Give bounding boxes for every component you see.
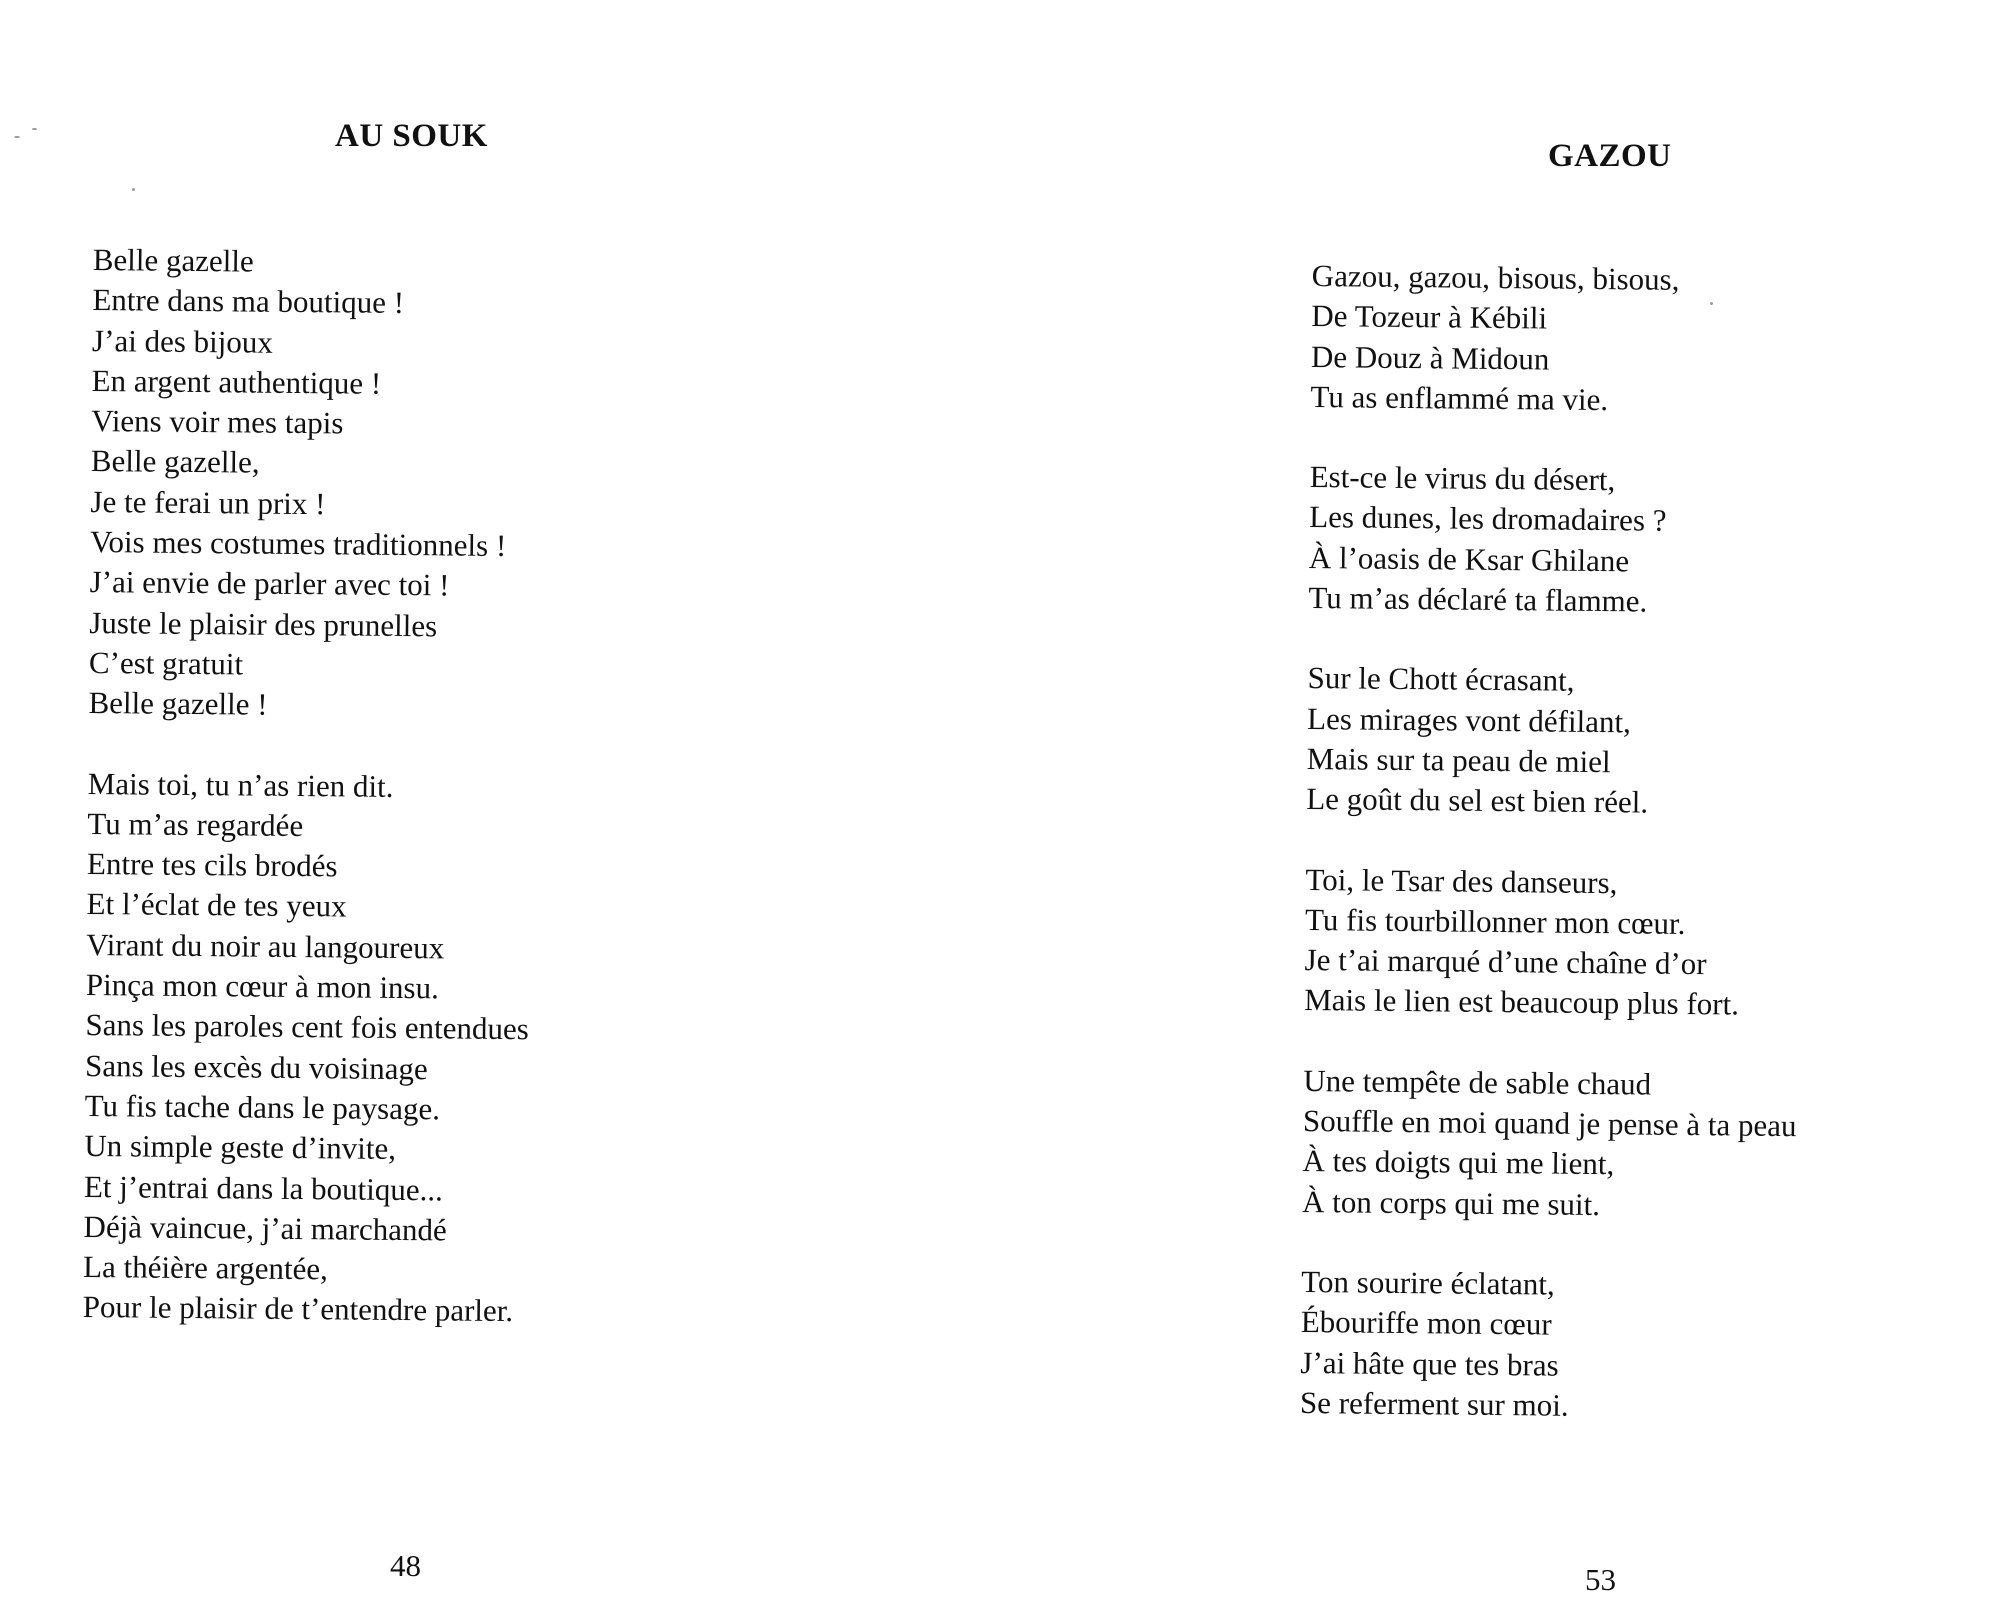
stanza bbox=[83, 764, 532, 1332]
verse: Je t’ai marqué d’une chaîne d’or bbox=[1304, 942, 1707, 982]
page-number-left: 48 bbox=[390, 1548, 421, 1583]
verse: Ton sourire éclatant, bbox=[1301, 1263, 1555, 1302]
verse: Est-ce le virus du désert, bbox=[1309, 459, 1616, 498]
verse: Mais le lien est beaucoup plus fort. bbox=[1304, 982, 1740, 1022]
verse: Pour le plaisir de t’entendre parler. bbox=[82, 1289, 514, 1329]
scan-speck bbox=[32, 128, 37, 130]
right-page bbox=[1000, 0, 2000, 1595]
verse: Gazou, gazou, bisous, bisous, bbox=[1311, 257, 1680, 297]
verse: Entre tes cils brodés bbox=[86, 846, 338, 884]
verse: Virant du noir au langoureux bbox=[86, 926, 445, 966]
verse: À l’oasis de Ksar Ghilane bbox=[1308, 539, 1630, 579]
verse: Déjà vaincue, j’ai marchandé bbox=[83, 1208, 447, 1248]
poem-gazou bbox=[1300, 256, 1806, 1428]
verse: C’est gratuit bbox=[88, 644, 244, 682]
stanza bbox=[1306, 658, 1801, 824]
verse: À ton corps qui me suit. bbox=[1301, 1183, 1601, 1222]
stanza bbox=[1304, 860, 1799, 1026]
stanza bbox=[1310, 256, 1805, 422]
verse: Belle gazelle bbox=[92, 241, 254, 279]
left-page bbox=[0, 0, 1000, 1595]
verse: Viens voir mes tapis bbox=[91, 403, 344, 441]
verse: Entre dans ma boutique ! bbox=[92, 282, 405, 321]
verse: Tu m’as regardée bbox=[87, 805, 304, 843]
scan-speck bbox=[1710, 302, 1713, 305]
verse: À tes doigts qui me lient, bbox=[1302, 1143, 1615, 1182]
verse: De Douz à Midoun bbox=[1310, 338, 1550, 377]
verse: Un simple geste d’invite, bbox=[84, 1128, 397, 1167]
verse: Se referment sur moi. bbox=[1299, 1384, 1569, 1423]
poem-title-au-souk: AU SOUK bbox=[335, 118, 488, 154]
verse: Le goût du sel est bien réel. bbox=[1306, 781, 1649, 820]
stanza bbox=[1308, 457, 1803, 623]
verse: Pinça mon cœur à mon insu. bbox=[85, 967, 440, 1006]
verse: Sans les paroles cent fois entendues bbox=[85, 1007, 529, 1047]
verse: Je te ferai un prix ! bbox=[90, 483, 326, 522]
verse: Les dunes, les dromadaires ? bbox=[1309, 499, 1667, 539]
verse: Mais toi, tu n’as rien dit. bbox=[87, 765, 394, 804]
verse: Souffle en moi quand je pense à ta peau bbox=[1302, 1103, 1797, 1144]
page-number-right: 53 bbox=[1585, 1562, 1616, 1597]
verse: Ébouriffe mon cœur bbox=[1300, 1304, 1552, 1342]
verse: Mais sur ta peau de miel bbox=[1306, 740, 1611, 780]
verse: Et j’entrai dans la boutique... bbox=[83, 1168, 444, 1207]
verse: J’ai envie de parler avec toi ! bbox=[89, 564, 450, 603]
verse: Toi, le Tsar des danseurs, bbox=[1305, 861, 1618, 900]
verse: Tu fis tourbillonner mon cœur. bbox=[1304, 901, 1686, 941]
stanza bbox=[1302, 1061, 1797, 1227]
verse: Et l’éclat de tes yeux bbox=[86, 886, 347, 924]
verse: Les mirages vont défilant, bbox=[1306, 700, 1632, 740]
verse: De Tozeur à Kébili bbox=[1311, 298, 1548, 336]
verse: Une tempête de sable chaud bbox=[1303, 1062, 1652, 1102]
verse: Belle gazelle, bbox=[90, 443, 260, 481]
poem-au-souk bbox=[83, 240, 537, 1332]
poem-title-gazou: GAZOU bbox=[1548, 138, 1672, 174]
verse: La théière argentée, bbox=[82, 1249, 328, 1287]
scan-speck bbox=[14, 136, 20, 138]
verse: Tu m’as déclaré ta flamme. bbox=[1308, 580, 1648, 619]
stanza bbox=[88, 240, 536, 728]
verse: Juste le plaisir des prunelles bbox=[89, 604, 438, 643]
verse: Tu fis tache dans le paysage. bbox=[84, 1087, 441, 1127]
verse: Sans les excès du voisinage bbox=[84, 1047, 428, 1086]
verse: Sur le Chott écrasant, bbox=[1307, 660, 1575, 699]
verse: J’ai hâte que tes bras bbox=[1300, 1344, 1559, 1383]
stanza bbox=[1300, 1262, 1795, 1428]
verse: Vois mes costumes traditionnels ! bbox=[89, 524, 507, 564]
scan-speck bbox=[132, 188, 135, 191]
verse: En argent authentique ! bbox=[91, 362, 382, 401]
verse: Tu as enflammé ma vie. bbox=[1310, 378, 1609, 417]
verse: J’ai des bijoux bbox=[91, 322, 274, 360]
verse: Belle gazelle ! bbox=[88, 685, 268, 722]
